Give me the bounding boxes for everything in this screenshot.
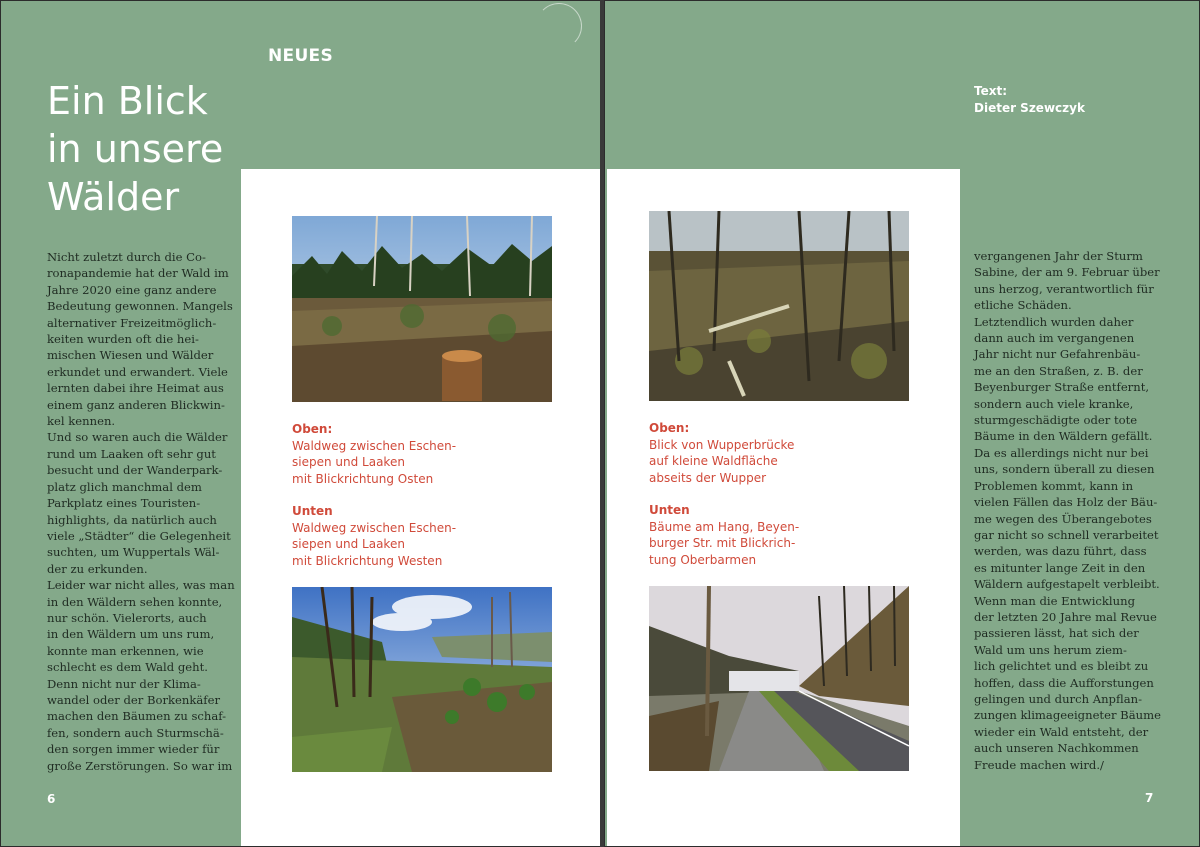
caption-left xyxy=(292,421,456,569)
body-line: konnte man erkennen, wie xyxy=(47,643,204,658)
body-line: rund um Laaken oft sehr gut xyxy=(47,446,216,461)
body-line: Wenn man die Entwicklung xyxy=(974,593,1135,608)
caption-right-bottom-line: tung Oberbarmen xyxy=(649,552,757,567)
body-line: der letzten 20 Jahre mal Revue xyxy=(974,609,1157,624)
body-line: Wald um uns herum ziem- xyxy=(974,642,1127,657)
body-line: es mitunter lange Zeit in den xyxy=(974,560,1146,575)
caption-right-top-line: auf kleine Waldfläche xyxy=(649,454,778,468)
left-body-text xyxy=(47,249,235,774)
article-headline xyxy=(47,77,223,221)
body-line: sturmgeschädigte oder tote xyxy=(974,413,1138,428)
body-line: erkundet und erwandert. Viele xyxy=(47,364,228,379)
body-line: hoffen, dass die Aufforstungen xyxy=(974,675,1154,690)
body-line: Jahre 2020 eine ganz andere xyxy=(47,282,217,297)
author-credit xyxy=(974,83,1085,116)
body-line: wandel oder der Borkenkäfer xyxy=(47,692,221,707)
caption-right-top-head: Oben: xyxy=(649,421,690,435)
caption-left-top-head: Oben: xyxy=(292,422,333,436)
body-line: wieder ein Wald entsteht, der xyxy=(974,724,1149,739)
body-line: me wegen des Überangebotes xyxy=(974,511,1152,526)
body-line: einem ganz anderen Blickwin- xyxy=(47,397,225,412)
body-line: uns herzog, verantwortlich für xyxy=(974,281,1154,296)
body-line: mischen Wiesen und Wälder xyxy=(47,348,214,363)
caption-right xyxy=(649,420,799,568)
caption-right-top-line: Blick von Wupperbrücke xyxy=(649,437,795,452)
body-line: vielen Fällen das Holz der Bäu- xyxy=(974,495,1158,510)
body-line: lernten dabei ihre Heimat aus xyxy=(47,381,224,396)
headline-line-2: in unsere xyxy=(47,127,224,171)
body-line: Sabine, der am 9. Februar über xyxy=(974,265,1160,280)
body-line: suchten, um Wuppertals Wäl- xyxy=(47,545,220,560)
section-label: NEUES xyxy=(268,46,334,66)
body-line: Nicht zuletzt durch die Co- xyxy=(47,250,206,264)
body-line: große Zerstörungen. So war im xyxy=(47,758,233,773)
caption-left-bottom-line: Waldweg zwischen Eschen- xyxy=(292,520,457,535)
caption-right-bottom-line: burger Str. mit Blickrich- xyxy=(649,536,796,550)
body-line: Freude machen wird./ xyxy=(974,757,1104,772)
photo-forest-east xyxy=(292,216,552,402)
caption-left-top-line: siepen und Laaken xyxy=(292,455,405,469)
page-number-left: 6 xyxy=(47,792,56,806)
author-name: Dieter Szewczyk xyxy=(974,100,1085,115)
body-line: schlecht es dem Wald geht. xyxy=(47,660,208,675)
body-line: kel kennen. xyxy=(47,414,116,429)
page-number-right: 7 xyxy=(1145,791,1154,805)
photo-beyenburger-street xyxy=(649,586,909,771)
author-label: Text: xyxy=(974,84,1008,98)
body-line: Bäume in den Wäldern gefällt. xyxy=(974,429,1153,444)
headline-line-1: Ein Blick xyxy=(47,79,208,123)
caption-left-top-line: mit Blickrichtung Osten xyxy=(292,471,434,486)
body-line: werden, was dazu führt, dass xyxy=(974,544,1147,559)
body-line: sondern auch viele kranke, xyxy=(974,396,1134,411)
body-line: ronapandemie hat der Wald im xyxy=(47,266,229,281)
body-line: zungen klimageeigneter Bäume xyxy=(974,708,1161,723)
body-line: gar nicht so schnell verarbeitet xyxy=(974,527,1159,542)
body-line: machen den Bäumen zu schaf- xyxy=(47,709,227,724)
body-line: alternativer Freizeitmöglich- xyxy=(47,315,217,330)
page-curl-decoration xyxy=(536,3,582,49)
body-line: Letztendlich wurden daher xyxy=(974,314,1134,329)
caption-left-top-line: Waldweg zwischen Eschen- xyxy=(292,438,457,453)
caption-right-top-line: abseits der Wupper xyxy=(649,470,767,485)
body-line: Leider war nicht alles, was man xyxy=(47,578,235,593)
body-line: vergangenen Jahr der Sturm xyxy=(974,249,1143,263)
body-line: Beyenburger Straße entfernt, xyxy=(974,380,1150,395)
caption-left-bottom-line: siepen und Laaken xyxy=(292,537,405,551)
body-line: nur schön. Vielerorts, auch xyxy=(47,610,207,625)
body-line: platz glich manchmal dem xyxy=(47,479,202,494)
body-line: fen, sondern auch Sturmschä- xyxy=(47,725,224,740)
body-line: gelingen und durch Anpflan- xyxy=(974,691,1143,706)
body-line: Problemen kommt, kann in xyxy=(974,478,1134,493)
body-line: Jahr nicht nur Gefahrenbäu- xyxy=(974,347,1141,362)
body-line: Denn nicht nur der Klima- xyxy=(47,676,201,691)
body-line: Da es allerdings nicht nur bei xyxy=(974,445,1149,460)
body-line: Und so waren auch die Wälder xyxy=(47,430,228,445)
body-line: uns, sondern überall zu diesen xyxy=(974,462,1155,477)
photo-forest-west xyxy=(292,587,552,772)
caption-right-bottom-head: Unten xyxy=(649,503,690,517)
body-line: in den Wäldern um uns rum, xyxy=(47,627,215,642)
body-line: dann auch im vergangenen xyxy=(974,331,1135,346)
body-line: highlights, da natürlich auch xyxy=(47,512,217,527)
body-line: Parkplatz eines Touristen- xyxy=(47,496,201,511)
body-line: auch unseren Nachkommen xyxy=(974,741,1139,756)
body-line: viele „Städter“ die Gelegenheit xyxy=(47,528,231,543)
body-line: in den Wäldern sehen konnte, xyxy=(47,594,223,609)
caption-left-bottom-head: Unten xyxy=(292,504,333,518)
right-body-text xyxy=(974,248,1161,773)
caption-right-bottom-line: Bäume am Hang, Beyen- xyxy=(649,519,800,534)
body-line: Wäldern aufgestapelt verbleibt. xyxy=(974,577,1160,592)
body-line: der zu erkunden. xyxy=(47,561,148,576)
body-line: lich gelichtet und es bleibt zu xyxy=(974,659,1149,674)
body-line: etliche Schäden. xyxy=(974,298,1072,313)
body-line: passieren lässt, hat sich der xyxy=(974,626,1139,641)
body-line: besucht und der Wanderpark- xyxy=(47,463,223,478)
photo-wupper-forest xyxy=(649,211,909,401)
caption-left-bottom-line: mit Blickrichtung Westen xyxy=(292,553,443,568)
body-line: den sorgen immer wieder für xyxy=(47,742,220,757)
body-line: Bedeutung gewonnen. Mangels xyxy=(47,299,233,314)
body-line: keiten wurden oft die hei- xyxy=(47,332,199,347)
body-line: me an den Straßen, z. B. der xyxy=(974,363,1143,378)
headline-line-3: Wälder xyxy=(47,175,180,219)
